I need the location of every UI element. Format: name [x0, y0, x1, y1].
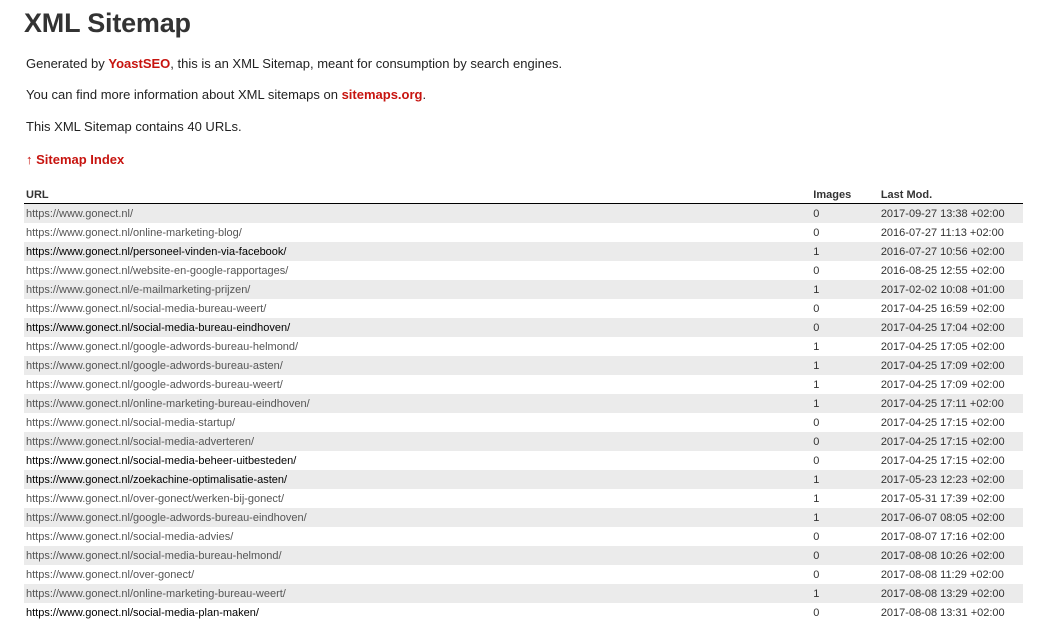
table-body	[24, 204, 1023, 623]
url-cell[interactable]: https://www.gonect.nl/google-adwords-bureau-asten/	[24, 356, 809, 375]
url-cell[interactable]: https://www.gonect.nl/online-marketing-blog/	[26, 226, 242, 239]
lastmod-cell: 2016-08-25 12:55 +02:00	[880, 264, 1005, 277]
lastmod-cell: 2017-08-08 10:26 +02:00	[877, 546, 1023, 565]
url-cell[interactable]: https://www.gonect.nl/social-media-startup/	[26, 416, 236, 429]
url-cell[interactable]: https://www.gonect.nl/e-mailmarketing-prijzen/	[24, 280, 809, 299]
table-row	[24, 394, 1023, 413]
sitemap-index-label: Sitemap Index	[36, 152, 125, 167]
table-row	[24, 299, 1023, 318]
images-cell: 0	[813, 226, 820, 239]
url-cell[interactable]: https://www.gonect.nl/online-marketing-bureau-eindhoven/	[24, 394, 809, 413]
table-row	[24, 451, 1023, 470]
table-row	[24, 375, 1023, 394]
table-row	[24, 527, 1023, 546]
table-row	[24, 432, 1023, 451]
images-cell: 1	[813, 340, 820, 353]
up-arrow-icon: ↑	[26, 152, 33, 167]
lastmod-cell: 2017-04-25 17:09 +02:00	[880, 378, 1005, 391]
images-cell: 1	[809, 470, 877, 489]
lastmod-cell: 2017-04-25 17:15 +02:00	[880, 454, 1005, 467]
lastmod-cell: 2017-04-25 17:11 +02:00	[877, 394, 1023, 413]
table-row	[24, 565, 1023, 584]
url-cell[interactable]: https://www.gonect.nl/social-media-plan-maken/	[26, 606, 259, 619]
url-cell[interactable]: https://www.gonect.nl/social-media-beheer-uitbesteden/	[26, 454, 297, 467]
images-cell: 1	[813, 378, 820, 391]
page-title: XML Sitemap	[24, 8, 191, 38]
table-row	[24, 470, 1023, 489]
table-row	[24, 337, 1023, 356]
sitemap-table	[24, 186, 1023, 622]
images-cell: 0	[809, 432, 877, 451]
url-cell[interactable]: https://www.gonect.nl/	[24, 204, 809, 224]
url-cell[interactable]: https://www.gonect.nl/social-media-bureau-eindhoven/	[24, 318, 809, 337]
lastmod-cell: 2017-04-25 17:15 +02:00	[880, 416, 1005, 429]
column-header-url[interactable]: URL	[24, 186, 809, 204]
table-row	[24, 280, 1023, 299]
images-cell: 0	[813, 302, 820, 315]
table-row	[24, 356, 1023, 375]
url-cell[interactable]: https://www.gonect.nl/google-adwords-bureau-eindhoven/	[24, 508, 809, 527]
lastmod-cell: 2017-08-08 13:29 +02:00	[877, 584, 1023, 603]
images-cell: 0	[813, 454, 820, 467]
url-cell[interactable]: https://www.gonect.nl/social-media-bureau-helmond/	[24, 546, 809, 565]
url-cell[interactable]: https://www.gonect.nl/over-gonect/	[26, 568, 195, 581]
url-cell[interactable]: https://www.gonect.nl/website-en-google-rapportages/	[26, 264, 289, 277]
lastmod-cell: 2017-08-07 17:16 +02:00	[880, 530, 1005, 543]
url-count: This XML Sitemap contains 40 URLs.	[26, 119, 242, 134]
images-cell: 1	[813, 492, 820, 505]
column-header-lastmod[interactable]: Last Mod.	[877, 186, 1023, 204]
images-cell: 1	[809, 508, 877, 527]
url-cell[interactable]: https://www.gonect.nl/social-media-bureau-weert/	[26, 302, 267, 315]
images-cell: 1	[809, 356, 877, 375]
url-cell[interactable]: https://www.gonect.nl/personeel-vinden-via-facebook/	[24, 242, 809, 261]
lastmod-cell: 2017-06-07 08:05 +02:00	[877, 508, 1023, 527]
sitemaps-org-link[interactable]: sitemaps.org	[341, 87, 423, 102]
images-cell: 1	[809, 584, 877, 603]
sitemap-index-link[interactable]	[26, 152, 124, 167]
intro-generated-prefix: Generated by	[26, 56, 109, 71]
images-cell: 1	[809, 242, 877, 261]
images-cell: 0	[809, 318, 877, 337]
url-cell[interactable]: https://www.gonect.nl/social-media-adverteren/	[24, 432, 809, 451]
lastmod-cell: 2016-07-27 10:56 +02:00	[877, 242, 1023, 261]
sitemap-index-link-wrap	[26, 152, 124, 167]
lastmod-cell: 2017-04-25 16:59 +02:00	[880, 302, 1005, 315]
url-cell[interactable]: https://www.gonect.nl/social-media-advies/	[26, 530, 234, 543]
lastmod-cell: 2017-04-25 17:05 +02:00	[880, 340, 1005, 353]
images-cell: 0	[813, 416, 820, 429]
table-row	[24, 261, 1023, 280]
intro-more-info-suffix: .	[422, 87, 427, 102]
lastmod-cell: 2017-04-25 17:15 +02:00	[877, 432, 1023, 451]
images-cell: 0	[813, 530, 820, 543]
table-row	[24, 489, 1023, 508]
images-cell: 1	[809, 394, 877, 413]
lastmod-cell: 2017-05-31 17:39 +02:00	[880, 492, 1005, 505]
table-row	[24, 413, 1023, 432]
url-cell[interactable]: https://www.gonect.nl/google-adwords-bureau-weert/	[26, 378, 283, 391]
images-cell: 1	[809, 280, 877, 299]
lastmod-cell: 2017-04-25 17:09 +02:00	[877, 356, 1023, 375]
lastmod-cell: 2017-02-02 10:08 +01:00	[877, 280, 1023, 299]
url-cell[interactable]: https://www.gonect.nl/google-adwords-bureau-helmond/	[26, 340, 299, 353]
column-header-images[interactable]: Images	[809, 186, 877, 204]
intro-more-info-prefix: You can find more information about XML sitemaps on	[26, 87, 342, 102]
images-cell: 0	[813, 568, 820, 581]
table-row	[24, 318, 1023, 337]
intro-generated-suffix: , this is an XML Sitemap, meant for consumption by search engines.	[170, 56, 563, 71]
images-cell: 0	[813, 606, 820, 619]
table-row	[24, 584, 1023, 603]
lastmod-cell: 2017-04-25 17:04 +02:00	[877, 318, 1023, 337]
lastmod-cell: 2017-05-23 12:23 +02:00	[877, 470, 1023, 489]
table-row	[24, 508, 1023, 527]
intro-generated	[26, 56, 562, 71]
images-cell: 0	[809, 204, 877, 224]
table-row	[24, 603, 1023, 622]
lastmod-cell: 2017-09-27 13:38 +02:00	[877, 204, 1023, 224]
images-cell: 0	[813, 264, 820, 277]
table-row	[24, 204, 1023, 224]
lastmod-cell: 2016-07-27 11:13 +02:00	[880, 226, 1004, 239]
url-cell[interactable]: https://www.gonect.nl/over-gonect/werken-bij-gonect/	[26, 492, 285, 505]
yoastseo-link[interactable]: YoastSEO	[108, 56, 171, 71]
table-row	[24, 242, 1023, 261]
images-cell: 0	[809, 546, 877, 565]
intro-more-info	[26, 87, 426, 102]
lastmod-cell: 2017-08-08 11:29 +02:00	[880, 568, 1004, 581]
lastmod-cell: 2017-08-08 13:31 +02:00	[880, 606, 1005, 619]
url-cell[interactable]: https://www.gonect.nl/zoekachine-optimalisatie-asten/	[24, 470, 809, 489]
table-header-row	[24, 186, 1023, 204]
table-row	[24, 546, 1023, 565]
table-row	[24, 223, 1023, 242]
url-cell[interactable]: https://www.gonect.nl/online-marketing-bureau-weert/	[24, 584, 809, 603]
